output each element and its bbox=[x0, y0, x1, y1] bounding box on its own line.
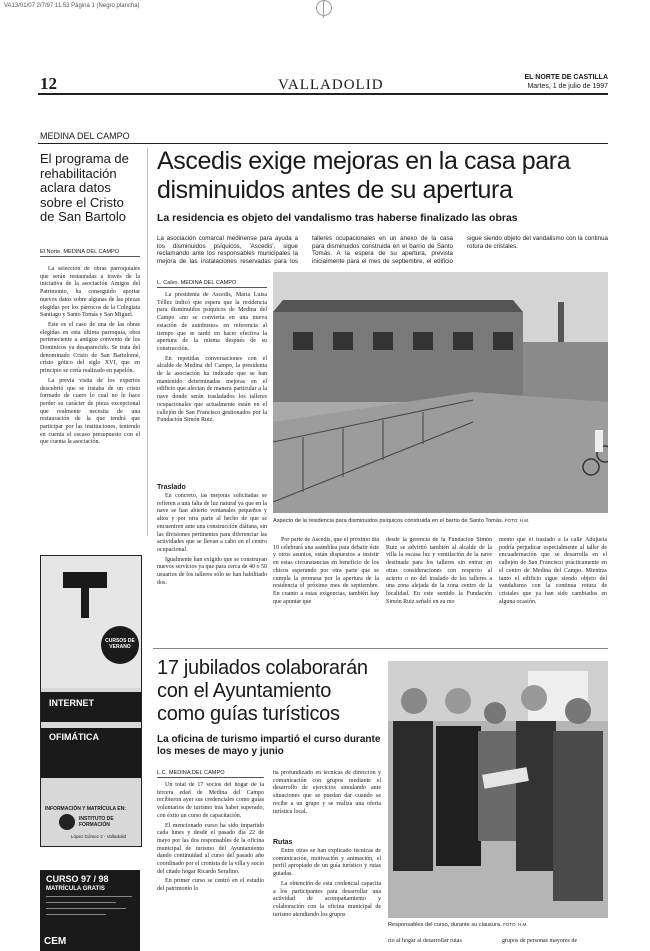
article2-paragraph: grupos de personas mayores de bbox=[502, 938, 577, 944]
ad-lamp-stand bbox=[81, 588, 89, 618]
sidebar-headline: El programa de rehabilitación aclara datos sobre el Cristo de San Bartolo bbox=[40, 151, 129, 224]
article1-byline: L. Calvo. MEDINA DEL CAMPO bbox=[157, 280, 267, 288]
article1-paragraph: En concreto, las mejoras solicitadas se refieren a una falta de luz natural ya que en la nave se han abierto ventanales pequeños y altos y por otra parte al hecho de que se encuentren ante una construcción diáfana, sin las divisiones pertinentes para diferenciar las actividades que se llevan a cabo en el centro ocupacional. bbox=[157, 493, 267, 553]
advertisement-curso bbox=[40, 870, 140, 951]
ad2-subtitle: MATRÍCULA GRATIS bbox=[46, 886, 105, 892]
article1-col-subhead: Traslado bbox=[157, 484, 186, 491]
ad-info: INFORMACIÓN Y MATRÍCULA EN: bbox=[45, 806, 126, 812]
ad-address: López Gómez 2 - Valladolid bbox=[71, 834, 126, 839]
ad2-line bbox=[46, 896, 132, 897]
ad2-line bbox=[46, 914, 106, 915]
article2-paragraph: La obtención de esta credencial capacita a los participantes para desarrollar una actividad de acompañamiento y colaboración con la oficina municipal de turismo atendiendo los grupos bbox=[273, 880, 381, 918]
article1-paragraph: Igualmente han exigido que se construyan nuevos servicios ya que para cerca de 40 o 50 usuarios de los talleres sólo se han habilitado dos. bbox=[157, 556, 267, 586]
ad-ofimatica-label: OFIMÁTICA bbox=[49, 732, 99, 742]
article2-paragraph: En primer curso se centró en el estudio del patrimonio lo bbox=[157, 878, 264, 893]
article2-column2 bbox=[273, 770, 381, 948]
article1-subhead: La residencia es objeto del vandalismo tras haberse finalizado las obras bbox=[157, 212, 518, 224]
column-divider bbox=[147, 148, 148, 536]
article2-paragraph: El mencionado curso ha sido impartido cada lunes y desde el pasado día 22 de mayo por las dos responsables de la oficina municipal de turismo del Ayuntamiento dando continuidad al curso del pasado año coordinado por el cronista de la villa y socio del citado hogar Ricardo Serafino. bbox=[157, 822, 264, 875]
print-slug: VA13/01/07 2/7/97 11.53 Página 1 (Negro plancha) bbox=[4, 3, 140, 9]
article2-byline: L.C. MEDINA DEL CAMPO bbox=[157, 770, 264, 778]
registration-line bbox=[323, 0, 324, 18]
article2-paragraph: Un total de 17 socios del hogar de la tercera edad de Medina del Campo recibieron ayer sus credenciales como guías voluntarios de turismo tras haber superado, con éxito un curso de capacitación. bbox=[157, 782, 264, 819]
article2-column1 bbox=[157, 770, 264, 950]
photo-credit: FOTO: H.M. bbox=[503, 922, 528, 927]
photo-credit: FOTO: H.M. bbox=[504, 518, 530, 523]
ad2-title: CURSO 97 / 98 bbox=[46, 874, 109, 884]
sidebar-byline: El Norte. MEDINA DEL CAMPO bbox=[40, 249, 140, 257]
sidebar-paragraph: Este es el caso de una de las obras elegidas en esta última parroquia, obra perteneciente a antiguo convento de los Dominicos ya desaparecido. Se trata del denominado Cristo de San Bartolomé, cristo gótico del siglo XVI, que en principio se creía realizado en papelón. bbox=[40, 321, 140, 375]
article1-paragraph: La presidenta de Ascedis, María Luisa Téllez indicó que espera que la residencia para disminuidos psíquicos de Medina del Campo «no se convierta en una nueva estación de autobuses» en referencia al tiempo que se tardó en hacer efectiva la apertura de la misma después de su construcción. bbox=[157, 292, 267, 352]
issue-date: Martes, 1 de julio de 1997 bbox=[527, 83, 608, 90]
article1-column4 bbox=[499, 537, 607, 640]
article-separator bbox=[153, 648, 608, 649]
article2-photo-guides bbox=[388, 661, 608, 918]
section-title: VALLADOLID bbox=[278, 77, 384, 93]
guides-photo-graphic bbox=[388, 661, 608, 918]
ad-badge-text: CURSOS DE VERANO bbox=[105, 638, 135, 650]
ad-school: INSTITUTO DE FORMACIÓN bbox=[79, 816, 114, 828]
ad2-line bbox=[46, 908, 126, 909]
registration-mark bbox=[316, 0, 332, 16]
caption-text: Responsables del curso, durante su clausura. bbox=[388, 922, 502, 928]
article2-column3 bbox=[388, 938, 494, 950]
sidebar-paragraph: La selección de obras parroquiales que serán restauradas a través de la iniciativa de la asociación Amigos del Patrimonio, ha conseguido aportar nuevos datos sobre algunas de las piezas elegidas por los párrocos de la Colegiata Santiago y Santo Tomás y San Miguel. bbox=[40, 266, 140, 319]
advertisement-courses bbox=[40, 555, 142, 847]
article2-headline: 17 jubilados colaborarán con el Ayuntamiento como guías turísticos bbox=[157, 657, 368, 725]
kicker: MEDINA DEL CAMPO bbox=[40, 131, 130, 141]
article1-column1 bbox=[157, 280, 267, 621]
article1-photo-caption bbox=[273, 517, 603, 525]
ad2-line bbox=[46, 902, 116, 903]
article1-column2 bbox=[273, 537, 379, 640]
article1-lead: La asociación comarcal medinense para ayuda a los disminuidos psíquicos, 'Ascedis', sigue reclamando ante los responsables municipales la mejora de las instalaciones reservadas para los talleres ocupacionales en un anexo de la casa para disminuidos construida en el barrio de Santo Tomás. A la espera de su apertura, prevista inicialmente para el mes de septiembre, el edificio sigue siendo objeto del vandalismo con la continua rotura de cristales. bbox=[157, 235, 608, 265]
newspaper-name: EL NORTE DE CASTILLA bbox=[524, 74, 608, 81]
ad2-logo: CEM bbox=[44, 936, 67, 947]
caption-text: Aspecto de la residencia para disminuidos psíquicos construida en el barrio de Santo Tomás. bbox=[273, 518, 504, 524]
article2-col-subhead: Rutas bbox=[273, 839, 293, 846]
article2-paragraph: ha profundizado en técnicas de dirección y comunicación con grupos mediante el desarrollo de ejercicios simulando ante situaciones que se puedan dar cuando se recibe a un grupo y se realiza una oferta turística local. bbox=[273, 770, 381, 815]
article2-photo-caption bbox=[388, 921, 608, 929]
article1-headline: Ascedis exige mejoras en la casa para disminuidos antes de su apertura bbox=[157, 147, 571, 204]
article2-column4 bbox=[502, 938, 608, 950]
sidebar-body bbox=[40, 266, 140, 528]
article1-column3 bbox=[386, 537, 492, 640]
kicker-rule bbox=[38, 143, 608, 144]
article1-paragraph: mento que el traslado a la calle Adujuela podría perjudicar especialmente al taller de encuadernación que se desarrolla en el callejón de San Francisco prácticamente en el centro de Medina del Campo. Mientras tanto el edificio sigue siendo objeto del vandalismo con la continua rotura de cristales que ya han sido cambiados en alguna ocasión. bbox=[499, 537, 607, 605]
article1-paragraph: Por parte de Ascedis, que el próximo día 10 celebrará una asamblea para debatir éste y otros asuntos, están dispuestos a insistir en estas circunstancias en beneficio de los chicos esperando por otra parte que se cumpla la promesa por la apertura de la residencia el próximo mes de septiembre. En cuanto a estas exigencias, también hay que apuntar que bbox=[273, 537, 379, 605]
article1-photo-residence bbox=[273, 272, 608, 513]
page-number: 12 bbox=[40, 74, 57, 93]
ad-internet-label: INTERNET bbox=[49, 698, 94, 708]
sidebar-paragraph: La previa visita de los expertos descubrió que se trataba de un cristo formado de cuero lo cual no le hace perder su carácter de pieza excepcional que realmente necesita de una restauración de la que tendrá que participar por las instituciones, teniendo en cuenta el escaso presupuesto con el que cuenta la asociación. bbox=[40, 377, 140, 446]
article2-paragraph: rio al hogar al desarrollar rutas bbox=[388, 938, 462, 944]
article2-paragraph: Entre otras se han explicado técnicas de comunicación, motivación y animación, el perfil apropiado de un guía turístico y rutas guiadas. bbox=[273, 848, 381, 878]
article1-paragraph: En repetidas conversaciones con el alcalde de Medina del Campo, la presidenta de la asociación ha indicado que se han mantenido determinadas mejoras en el edificio que afectan de manera particular a la nave donde serán trasladados los talleres ocupacionales que actualmente están en el callejón de San Francisco gestionados por la Fundación Simón Ruiz. bbox=[157, 355, 267, 424]
ad-logo-icon bbox=[59, 814, 75, 830]
article1-paragraph: desde la gerencia de la Fundación Simón Ruiz se advirtió también al alcalde de la villa la escasa luz y ventilación de la nave destinada para los talleres sin entrar en otras consideraciones con respecto al acierto o no del traslado de los talleres a una zona alejada de la zona centro de la localidad. En este sentido la Fundación Simón Ruiz señaló en su mo bbox=[386, 537, 492, 605]
ad-lamp-shade bbox=[63, 572, 107, 588]
residence-photo-graphic bbox=[273, 272, 608, 513]
article2-subhead: La oficina de turismo impartió el curso durante los meses de mayo y junio bbox=[157, 734, 381, 757]
header-rule bbox=[38, 93, 608, 95]
